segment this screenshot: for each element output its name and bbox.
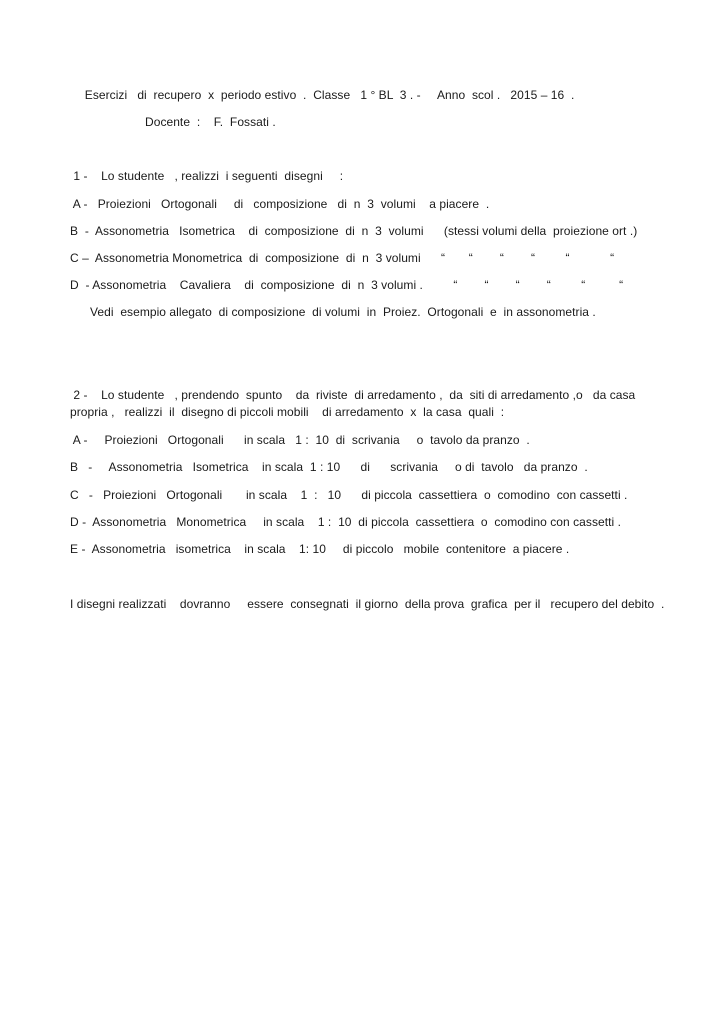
section1-item-b: B - Assonometria Isometrica di composizione di n 3 volumi (stessi volumi della proiezione ort .): [70, 224, 638, 238]
section2-intro-line2: propria , realizzi il disegno di piccoli mobili di arredamento x la casa quali :: [70, 405, 505, 419]
section2-item-b: B - Assonometria Isometrica in scala 1 : 10 di scrivania o di tavolo da pranzo .: [70, 460, 588, 474]
section1-item-a: A - Proiezioni Ortogonali di composizione di n 3 volumi a piacere .: [70, 197, 490, 211]
section1-item-c: C – Assonometria Monometrica di composizione di n 3 volumi “ “ “ “ “ “: [70, 251, 615, 265]
section2-item-a: A - Proiezioni Ortogonali in scala 1 : 10 di scrivania o tavolo da pranzo .: [70, 433, 530, 447]
section2-item-c: C - Proiezioni Ortogonali in scala 1 : 10 di piccola cassettiera o comodino con cassetti .: [70, 488, 628, 502]
section2-item-e: E - Assonometria isometrica in scala 1: 10 di piccolo mobile contenitore a piacere .: [70, 542, 570, 556]
footer-note: I disegni realizzati dovranno essere consegnati il giorno della prova grafica per il recupero del debito .: [70, 597, 665, 611]
section2-item-d: D - Assonometria Monometrica in scala 1 : 10 di piccola cassettiera o comodino con cassetti .: [70, 515, 621, 529]
section2-intro-line1: 2 - Lo studente , prendendo spunto da riviste di arredamento , da siti di arredamento ,o da casa: [70, 388, 636, 402]
teacher-line: Docente : F. Fossati .: [145, 115, 276, 129]
section1-note: Vedi esempio allegato di composizione di volumi in Proiez. Ortogonali e in assonometria .: [90, 305, 596, 319]
section1-intro: 1 - Lo studente , realizzi i seguenti disegni :: [70, 169, 344, 183]
section1-item-d: D - Assonometria Cavaliera di composizione di n 3 volumi . “ “ “ “ “ “: [70, 278, 624, 292]
document-header: Esercizi di recupero x periodo estivo . Classe 1 ° BL 3 . - Anno scol . 2015 – 16 .: [78, 88, 575, 102]
